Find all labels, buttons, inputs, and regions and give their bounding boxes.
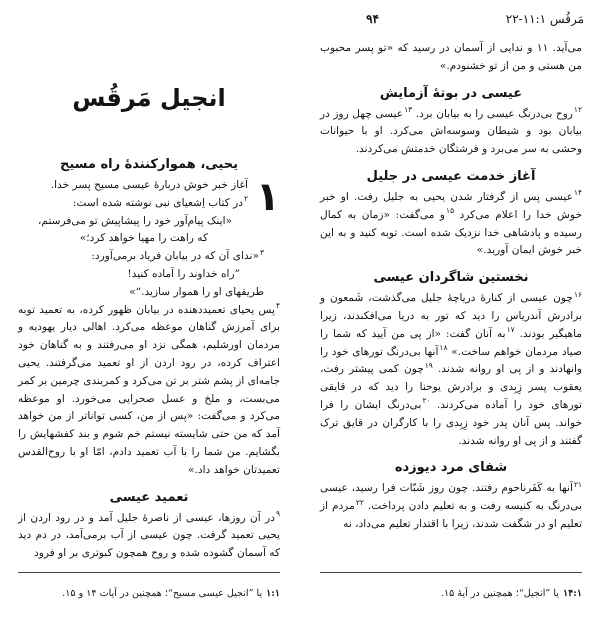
section-title-temptation: عیسی در بوتهٔ آزمایش xyxy=(379,85,523,101)
book-title: انجیل مَرقُس xyxy=(72,84,226,112)
verses-9-10: $^۹$در آن روزها، عیسی از ناصرهٔ جلیل آمد و در رود اردن از یحیی تعمید گرفت. چون عیسی از آب برمی‌آمد، در دم دید که آسمان گشوده شده و روح همچون کبوتری بر او فرود xyxy=(18,509,280,560)
poem-line-3: $^۳$«ندای آن که در بیابان فریاد برمی‌آورد: xyxy=(91,247,264,263)
section-title-demoniac: شفای مرد دیوزده xyxy=(394,460,508,476)
running-title: مَرقُس ۱۱:۱-۲۲ xyxy=(505,12,584,26)
chapter-start xyxy=(18,174,280,248)
footnote-right xyxy=(320,572,582,601)
poem-line-2: که راهت را مهیا خواهد کرد؛» xyxy=(79,232,208,245)
footnote-ref: ۱:۱ xyxy=(266,588,280,599)
poem-line-5: طریقهای او را هموار سازید.“» xyxy=(129,285,264,298)
verses-4-8: $^۴$پس یحیای تعمیددهنده در بیابان ظهور کرده، به تعمید توبه برای آمرزش گناهان موعظه می‌کرد. اهالی دیار یهودیه و مردمان اورشلیم، همگی نزد او می‌رفتند و به گناهان خود اعتراف کرده، در رود اردن از او تعمید می‌گرفتند. یحیی جامه‌ای از پشم شتر بر تن می‌کرد و کمربندی چرمین بر کمر می‌بست، و ملخ و عسل صحرایی می‌خورد. او موعظه می‌کرد و می‌گفت: «پس از من، کسی تواناتر از من خواهد آمد که من حتی شایسته نیستم خم شوم و بند کفشهایش را بگشایم. من شما را با آب تعمید دادم، امّا او با روح‌القدس تعمیدتان خواهد داد.» xyxy=(17,301,280,476)
footnote-ref: ۱۴:۱ xyxy=(562,588,582,599)
intro-text: می‌آید. ۱۱ و ندایی از آسمان در رسید که «تو پسر محبوب من هستی و من از تو خشنودم.» xyxy=(320,42,582,72)
verse-1: آغاز خبر خوش دربارهٔ عیسی مسیح پسر خدا. xyxy=(50,179,248,191)
left-column xyxy=(18,74,280,563)
section-body-temptation: $^{۱۲}$روح بی‌درنگ عیسی را به بیابان برد. $^{۱۳}$عیسی چهل روز در بیابان بود و شیطان وسوسه‌اش می‌کرد. او با حیوانات وحشی به سر می‌برد و فرشتگان خدمتش می‌کردند. xyxy=(320,105,582,156)
section-body-demoniac: $^{۲۱}$آنها به کَفَرناحوم رفتند. چون روز شَبّات فرا رسید، عیسی بی‌درنگ به کنیسه رفت و به تعلیم دادن پرداخت. $^{۲۲}$مردم از تعلیم او در شگفت شدند، زیرا با اقتدار تعلیم می‌داد، نه xyxy=(320,479,582,530)
section-title-galilee: آغاز خدمت عیسی در جلیل xyxy=(366,168,536,184)
poem-line-4: ”راه خداوند را آماده کنید! xyxy=(127,267,240,280)
right-column xyxy=(320,40,582,534)
verse-2: $^۲$در کتاب اِشعیای نبی نوشته شده است: xyxy=(72,194,248,209)
section-title-john: یحیی، هموارکنندهٔ راه مسیح xyxy=(60,157,238,172)
section-title-baptism: تعمید عیسی xyxy=(109,489,189,505)
section-body-disciples: $^{۱۶}$چون عیسی از کنارهٔ دریاچهٔ جلیل می‌گذشت، شَمعون و برادرش آندریاس را دید که تور به دریا می‌افکندند، زیرا ماهیگیر بودند. $^{۱۷}$به آنان گفت: «از پی من آیید که شما را صیاد مردمان خواهم ساخت.» $^{۱۸}$آنها بی‌درنگ تورهای خود را وانهادند و از پی او روانه شدند. $^{۱۹}$چون کمی پیشتر رفت، یعقوب پسر زِبِدی و برادرش یوحنا را دید که در قایقی تورهای خود را آماده می‌کردند. $^{۲۰}$بی‌درنگ ایشان را فرا خواند. پس آنان پدر خود زِبِدی را با کارگران در قایق ترک گفتند و از پی او روانه شدند. xyxy=(320,289,582,447)
section-body-galilee: $^{۱۴}$عیسی پس از گرفتار شدن یحیی به جلیل رفت. او خبر خوش خدا را اعلام می‌کرد $^{۱۵}$و می‌گفت: «زمان به کمال رسیده و پادشاهی خدا نزدیک شده است. توبه کنید و به این خبر خوش ایمان آورید.» xyxy=(320,188,582,257)
poem-line-1: «اینک پیام‌آور خود را پیشاپیش تو می‌فرستم، xyxy=(37,214,232,227)
page-header xyxy=(16,12,584,32)
chapter-number: ۱ xyxy=(255,174,280,220)
footnote-left xyxy=(18,572,280,601)
section-title-disciples: نخستین شاگردان عیسی xyxy=(373,270,529,286)
page-number: ۹۴ xyxy=(366,12,379,26)
footnote-text: یا ”انجیل عیسی مسیح“؛ همچنین در آیات ۱۴ و ۱۵. xyxy=(62,588,263,599)
footnote-text: یا ”انجیل“؛ همچنین در آیهٔ ۱۵. xyxy=(440,588,559,599)
